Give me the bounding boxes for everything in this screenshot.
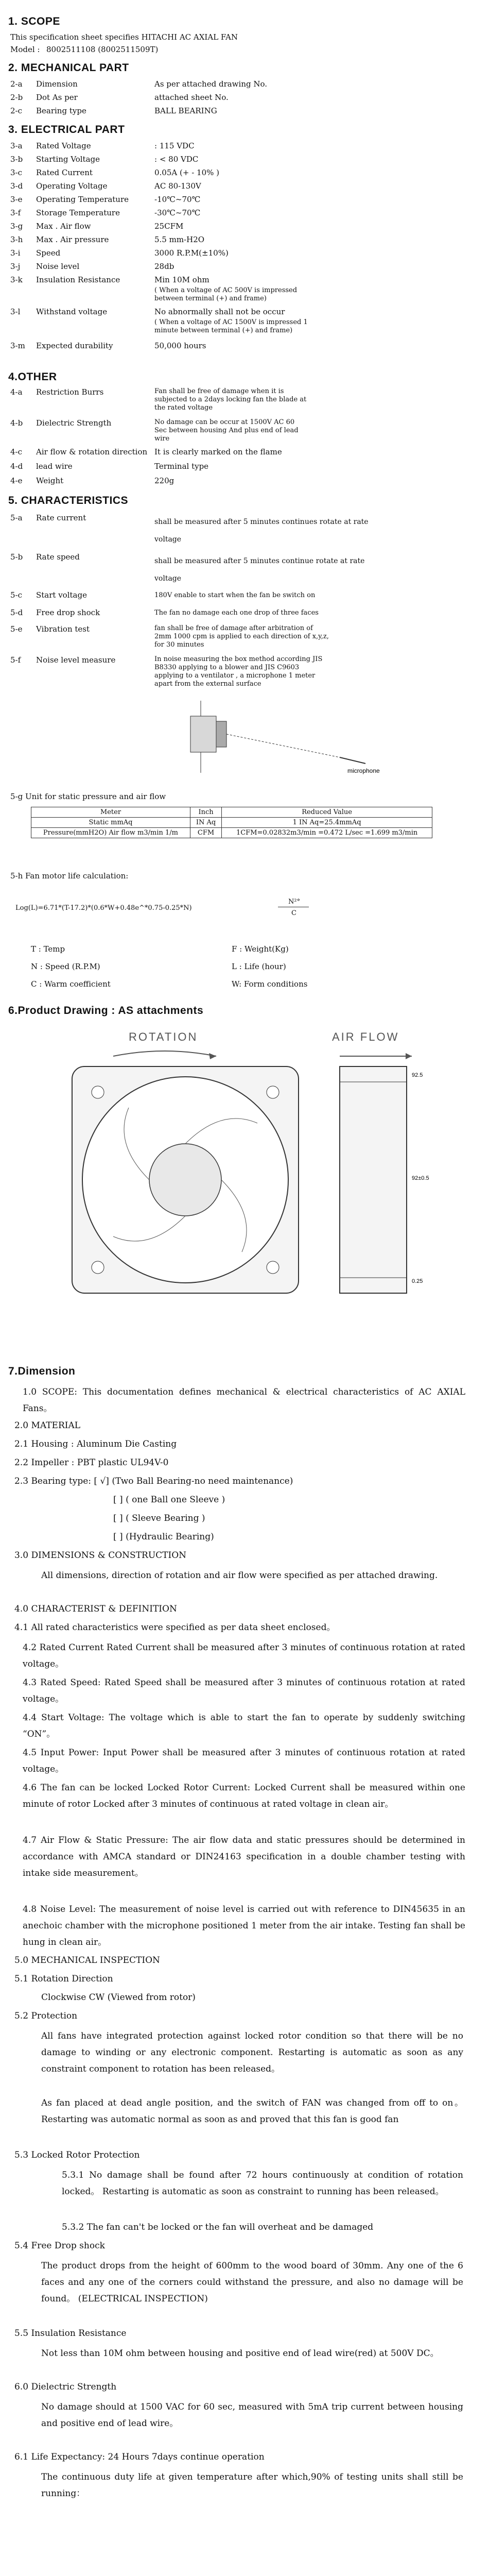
row-value: -10℃~70℃ [154, 195, 201, 204]
dimension-item: 1.0 SCOPE: This documentation defines mechanical & electrical characteristics of AC AXIAL Fans。 [23, 1387, 465, 1414]
row-value: AC 80-130V [154, 181, 201, 191]
row-num: 3-m [10, 341, 25, 350]
dimension-item: 4.7 Air Flow & Static Pressure: The air flow data and static pressures should be determined in accordance with AMCA standard or DIN24163 specification in a double chamber testing with intake side measurement。 [23, 1835, 465, 1878]
dimension-item: 4.2 Rated Current Rated Current shall be measured after 3 minutes of continuous rotation at rated voltage。 [23, 1642, 465, 1669]
microphone-stick [340, 757, 365, 764]
dimension-title: 7.Dimension [8, 1365, 76, 1377]
row-label: Noise level measure [36, 655, 116, 665]
mechanical-title: 2. MECHANICAL PART [8, 62, 129, 74]
units-table-title: 5-g Unit for static pressure and air flow [10, 792, 166, 801]
other-title: 4.OTHER [8, 371, 57, 383]
fan-life-var: L : Life (hour) [232, 962, 286, 971]
scope-text: This specification sheet specifies HITACHI AC AXIAL FAN [10, 32, 238, 42]
row-label: Starting Voltage [36, 155, 100, 164]
table-row [31, 818, 432, 828]
mount-hole [267, 1086, 279, 1098]
row-num: 3-f [10, 208, 21, 217]
product-drawing [51, 1025, 443, 1345]
row-label: Rated Voltage [36, 141, 91, 150]
row-label: lead wire [36, 462, 73, 471]
row-num: 4-d [10, 462, 23, 471]
model-label: Model : [10, 45, 40, 54]
row-num: 3-g [10, 222, 23, 231]
row-num: 5-f [10, 655, 21, 665]
row-value: No damage can be occur at 1500V AC 60 Sec between housing And plus end of lead wire [154, 418, 299, 443]
row-value: : 115 VDC [154, 141, 195, 150]
dimension-item: 4.0 CHARACTERIST & DEFINITION [14, 1604, 177, 1614]
row-value: attached sheet No. [154, 93, 229, 102]
rotation-arrow [113, 1051, 216, 1056]
dim-label: 92.5 [412, 1072, 423, 1078]
dimension-item: 5.3 Locked Rotor Protection [14, 2150, 140, 2160]
dimension-item: 6.1 Life Expectancy: 24 Hours 7days continue operation [14, 2452, 265, 2462]
dimension-item: 5.4 Free Drop shock [14, 2241, 105, 2251]
row-label: Dot As per [36, 93, 78, 102]
row-num: 3-j [10, 262, 21, 271]
row-value: The fan no damage each one drop of three faces [154, 609, 319, 617]
row-value: No abnormally shall not be occur [154, 307, 285, 316]
row-num: 3-b [10, 155, 23, 164]
dimension-item: 3.0 DIMENSIONS & CONSTRUCTION [14, 1550, 187, 1561]
dimension-item: The product drops from the height of 600mm to the wood board of 30mm. Any one of the 6 faces and any one of the corners could withstand the pressure, and also no damage will be found。 (ELECTRICAL INSPECTION) [41, 2261, 463, 2304]
row-value: 5.5 mm-H2O [154, 235, 205, 244]
row-label: Bearing type [36, 106, 86, 115]
characteristics-title: 5. CHARACTERISTICS [8, 495, 129, 506]
row-value: 25CFM [154, 222, 184, 231]
row-label: Vibration test [36, 624, 90, 634]
drawing-title: 6.Product Drawing : AS attachments [8, 1005, 204, 1016]
dim-label: 92±0.5 [412, 1175, 429, 1181]
row-num: 3-a [10, 141, 23, 150]
row-num: 3-e [10, 195, 23, 204]
row-num: 3-c [10, 168, 23, 177]
row-value: It is clearly marked on the flame [154, 447, 282, 456]
dimension-item: [ ] ( one Ball one Sleeve ) [113, 1495, 225, 1505]
dimension-item: 2.3 Bearing type: [ √] (Two Ball Bearing-no need maintenance) [14, 1476, 293, 1486]
row-value: In noise measuring the box method according JIS B8330 applying to a blower and JIS C9603 applying to a ventilator , a microphone 1 meter apart from the external surface [154, 655, 323, 688]
row-value: BALL BEARING [154, 106, 217, 115]
dimension-item: 5.1 Rotation Direction [14, 1974, 113, 1984]
row-num: 4-b [10, 418, 23, 428]
measure-line [226, 734, 340, 757]
row-value: 0.05A (+ - 10% ) [154, 168, 219, 177]
dimension-item: Not less than 10M ohm between housing and positive end of lead wire(red) at 500V DC。 [41, 2348, 439, 2359]
row-value: 50,000 hours [154, 341, 206, 350]
dimension-item: 2.1 Housing : Aluminum Die Casting [14, 1439, 177, 1449]
table-header: Meter [31, 807, 190, 818]
row-num: 2-b [10, 93, 23, 102]
fan-life-var: W: Form conditions [232, 979, 308, 989]
row-label: Dielectric Strength [36, 418, 112, 428]
table-cell: IN Aq [190, 818, 221, 828]
dimension-item: 4.5 Input Power: Input Power shall be measured after 3 minutes of continuous rotation at rated voltage。 [23, 1748, 465, 1774]
row-num: 3-h [10, 235, 23, 244]
insulation-note: ( When a voltage of AC 500V is impressed between terminal (+) and frame) [154, 286, 298, 302]
dimension-item: The continuous duty life at given temperature after which,90% of testing units shall still be running： [41, 2472, 463, 2499]
fan-life-fraction-top: N²° [288, 898, 301, 906]
row-label: Operating Voltage [36, 181, 108, 191]
row-value: Min 10M ohm [154, 275, 209, 284]
row-value: shall be measured after 5 minutes continue rotate at rate voltage [154, 557, 365, 583]
row-label: Dimension [36, 79, 78, 89]
fan-body [190, 716, 216, 752]
dimension-item: All fans have integrated protection against locked rotor condition so that there will be no damage to winding or any electronic component. Restarting is automatic as soon as any constraint component to rotation has been released。 [41, 2031, 463, 2074]
row-value: -30℃~70℃ [154, 208, 201, 217]
fan-life-var: T : Temp [31, 944, 65, 954]
row-label: Free drop shock [36, 608, 100, 617]
table-cell: CFM [190, 828, 221, 838]
table-cell: 1CFM=0.02832m3/min =0.472 L/sec =1.699 m3/min [222, 828, 432, 838]
table-header: Inch [190, 807, 221, 818]
dimension-item: As fan placed at dead angle position, and the switch of FAN was changed from off to on。 Restarting was automatic normal as soon as and proved that this fan is good fan [41, 2098, 463, 2125]
units-table [31, 807, 432, 838]
table-cell: 1 IN Aq=25.4mmAq [222, 818, 432, 828]
row-value: shall be measured after 5 minutes continues rotate at rate voltage [154, 518, 369, 544]
noise-test-diagram [170, 690, 407, 783]
row-num: 3-k [10, 275, 23, 284]
dimension-item: 4.6 The fan can be locked Locked Rotor Current: Locked Current shall be measured within one minute of rotor Locked after 3 minutes of continuous at rated voltage in clean air。 [23, 1783, 465, 1809]
row-value: : < 80 VDC [154, 155, 199, 164]
dimension-item: 5.3.2 The fan can't be locked or the fan will overheat and be damaged [62, 2222, 374, 2232]
row-num: 5-d [10, 608, 23, 617]
row-label: Restriction Burrs [36, 387, 104, 397]
table-row [31, 828, 432, 838]
model-value: 8002511108 (8002511509T) [46, 45, 159, 54]
row-num: 3-l [10, 307, 21, 316]
row-label: Storage Temperature [36, 208, 120, 217]
row-value: fan shall be free of damage after arbitration of 2mm 1000 cpm is applied to each direction of x,y,z, for 30 minutes [154, 624, 329, 649]
row-num: 4-e [10, 476, 23, 485]
table-header: Reduced Value [222, 807, 432, 818]
scope-title: 1. SCOPE [8, 15, 60, 27]
row-num: 4-a [10, 387, 23, 397]
row-value: Fan shall be free of damage when it is subjected to a 2days locking fan the blade at the rated voltage [154, 387, 307, 412]
dimension-item: All dimensions, direction of rotation and air flow were specified as per attached drawing. [41, 1570, 438, 1581]
dimension-item: 2.2 Impeller : PBT plastic UL94V-0 [14, 1458, 169, 1468]
row-num: 5-e [10, 624, 23, 634]
row-label: Rate current [36, 513, 86, 522]
table-cell: Pressure(mmH2O) Air flow m3/min 1/m [31, 828, 190, 838]
mount-hole [267, 1261, 279, 1274]
row-value: Terminal type [154, 462, 209, 471]
rotation-label: ROTATION [129, 1030, 198, 1043]
dimension-item: 2.0 MATERIAL [14, 1420, 81, 1431]
dimension-item: 5.5 Insulation Resistance [14, 2328, 127, 2338]
airflow-label: AIR FLOW [332, 1030, 399, 1043]
fan-life-var: F : Weight(Kg) [232, 944, 289, 954]
dimension-item: 4.3 Rated Speed: Rated Speed shall be measured after 3 minutes of continuous rotation at rated voltage。 [23, 1677, 465, 1704]
rotation-arrowhead [209, 1053, 216, 1059]
fan-life-formula: Log(L)=6.71*(T-17.2)*(0.6*W+0.48e^*0.75-0.25*N) [15, 904, 192, 912]
row-num: 5-c [10, 590, 23, 600]
row-value: As per attached drawing No. [154, 79, 268, 89]
row-label: Withstand voltage [36, 307, 108, 316]
row-value: 3000 R.P.M(±10%) [154, 248, 229, 258]
dimension-item: 4.4 Start Voltage: The voltage which is able to start the fan to operate by suddenly switching “ON”。 [23, 1713, 465, 1739]
row-num: 5-a [10, 513, 23, 522]
row-label: Rate speed [36, 552, 80, 562]
row-num: 5-b [10, 552, 23, 562]
fan-life-fraction-bottom: C [291, 909, 296, 917]
dimension-item: 5.3.1 No damage shall be found after 72 hours continuously at condition of rotation locked。 Restarting is automatic as soon as constraint to running has been released。 [62, 2170, 463, 2197]
row-label: Expected durability [36, 341, 113, 350]
fan-life-title: 5-h Fan motor life calculation: [10, 871, 129, 880]
dimension-item: [ ] ( Sleeve Bearing ) [113, 1513, 205, 1523]
dimension-item: [ ] (Hydraulic Bearing) [113, 1532, 214, 1542]
row-value: 220g [154, 476, 174, 485]
dimension-item: 4.1 All rated characteristics were specified as per data sheet enclosed。 [14, 1622, 336, 1633]
microphone-label: microphone [347, 767, 380, 774]
mount-hole [92, 1261, 104, 1274]
fan-hub [216, 721, 226, 747]
row-label: Noise level [36, 262, 80, 271]
dimension-item: Clockwise CW (Viewed from rotor) [41, 1992, 196, 2003]
row-label: Insulation Resistance [36, 275, 120, 284]
row-label: Air flow & rotation direction [36, 447, 148, 456]
withstand-note: ( When a voltage of AC 1500V is impressed 1 minute between terminal (+) and frame) [154, 318, 308, 334]
row-label: Operating Temperature [36, 195, 129, 204]
fan-hub-front [149, 1144, 221, 1216]
dimension-item: 5.2 Protection [14, 2011, 78, 2021]
row-num: 4-c [10, 447, 23, 456]
dimension-item: 4.8 Noise Level: The measurement of noise level is carried out with reference to DIN45635 in an anechoic chamber with the microphone positioned 1 meter from the air intake. Testing fan shall be hung in clean air。 [23, 1904, 465, 1947]
dimension-item: 5.0 MECHANICAL INSPECTION [14, 1955, 160, 1965]
electrical-title: 3. ELECTRICAL PART [8, 124, 125, 135]
fan-side-view [340, 1066, 407, 1293]
dim-label: 0.25 [412, 1278, 423, 1284]
row-label: Rated Current [36, 168, 93, 177]
row-num: 2-a [10, 79, 23, 89]
table-cell: Static mmAq [31, 818, 190, 828]
row-num: 3-d [10, 181, 23, 191]
airflow-arrowhead [406, 1053, 412, 1059]
row-label: Max . Air flow [36, 222, 91, 231]
row-num: 3-i [10, 248, 21, 258]
row-num: 2-c [10, 106, 23, 115]
row-label: Weight [36, 476, 64, 485]
dimension-item: 6.0 Dielectric Strength [14, 2382, 117, 2392]
row-value: 180V enable to start when the fan be switch on [154, 591, 316, 599]
dimension-item: No damage should at 1500 VAC for 60 sec, measured with 5mA trip current between housing and positive end of lead wire。 [41, 2402, 463, 2429]
row-label: Max . Air pressure [36, 235, 109, 244]
row-value: 28db [154, 262, 174, 271]
row-label: Start voltage [36, 590, 87, 600]
mount-hole [92, 1086, 104, 1098]
fan-life-var: C : Warm coefficient [31, 979, 111, 989]
row-label: Speed [36, 248, 61, 258]
fan-life-var: N : Speed (R.P.M) [31, 962, 100, 971]
